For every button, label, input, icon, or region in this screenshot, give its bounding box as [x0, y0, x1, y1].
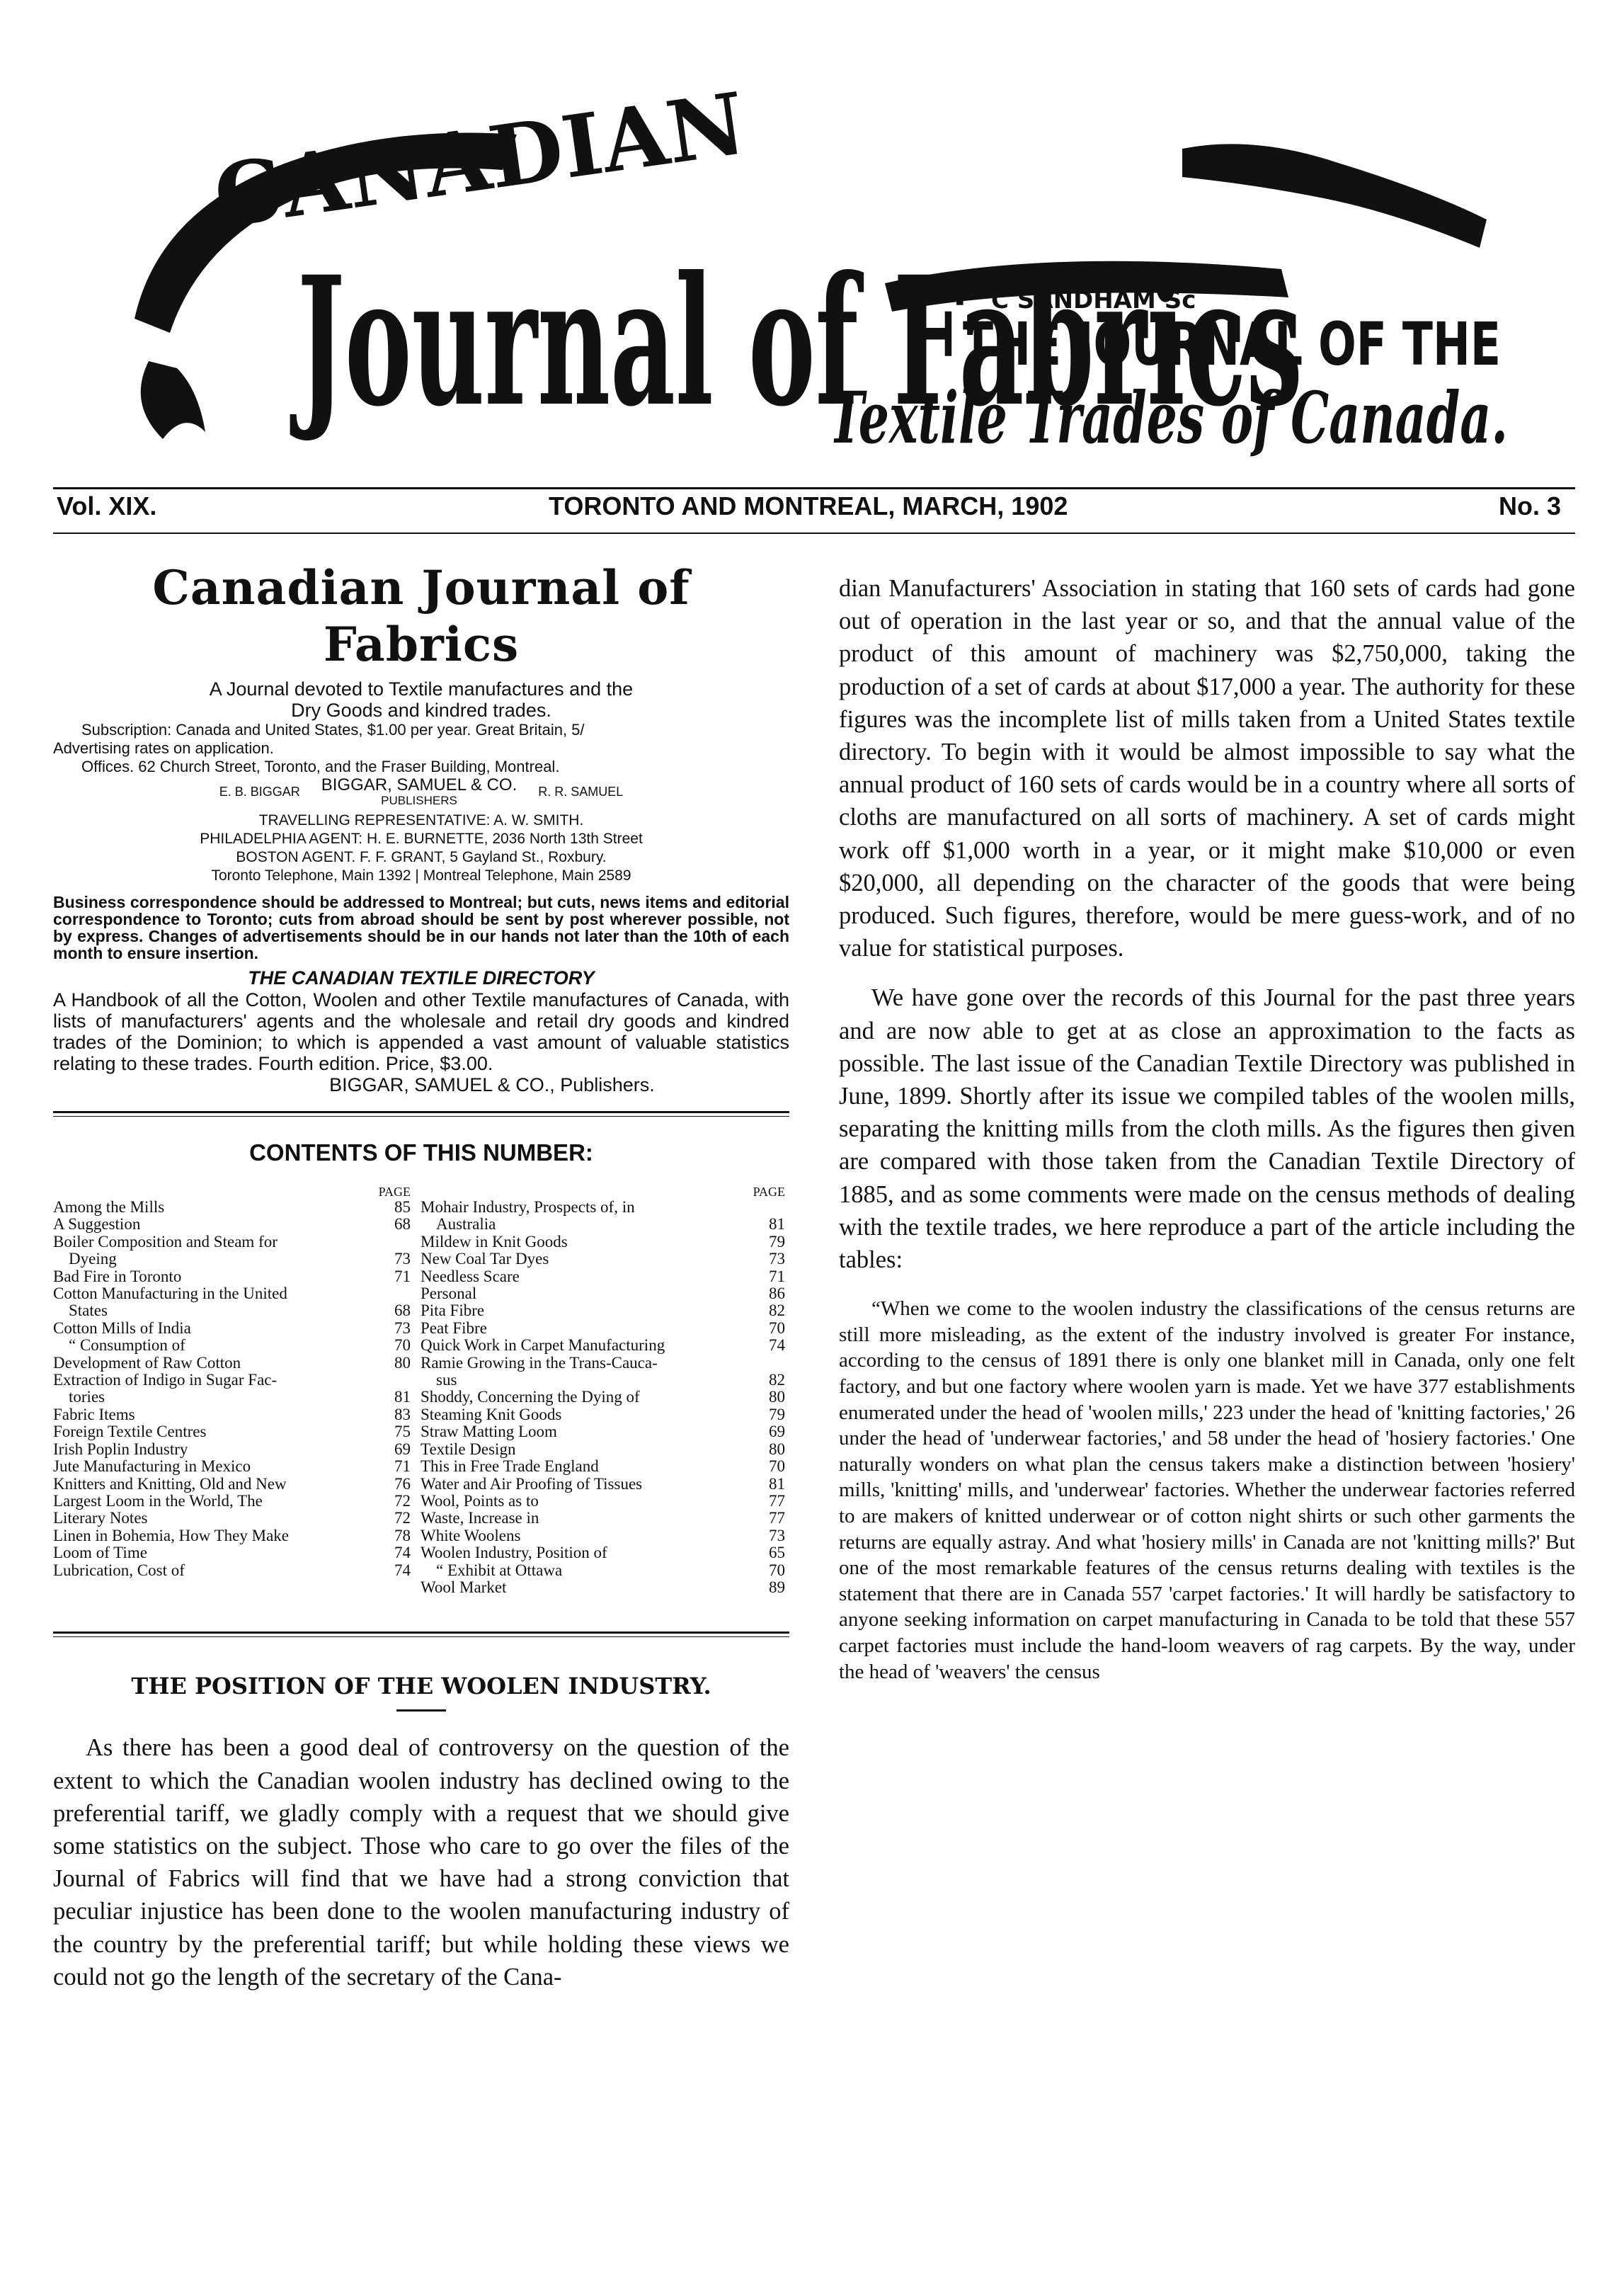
- contents-entry-page: 89: [769, 1578, 785, 1596]
- contents-entry: [421, 1458, 785, 1475]
- article-quotation: “When we come to the woolen industry the classifications of the census returns are still more misleading, as the extent of the industry involved is greater For instance, according to the census of 1891 there is only one blanket mill in Canada, only one felt factory, and but one factory where woolen yarn is made. Yet we have 377 establishments enumerated under the head of 'woolen mills,' 223 under the head of 'knitting factories,' 26 under the head of 'underwear factories,' and 58 under the head of 'hosiery factories.' One naturally wonders on what plan the census takers make a distinction between 'hosiery' mills, 'knitting' mills, and 'underwear' factories. Whether the underwear factories referred to are makers of knitted underwear or of cotton night shirts or such other garments the returns are equally astray. And what 'hosiery mills' in Canada are not 'knitting mills?' But one of the most remarkable features of the census returns dealing with textiles is the statement that there are in Canada 557 'carpet factories.' It will hardly be satisfactory to anyone seeking information on carpet manufacturing in Canada to be told that these 557 carpet factories must include the hand-loom weavers of rag carpets. By the way, under the head of 'weavers' the census: [839, 1297, 1575, 1683]
- contents-entry-page: 70: [769, 1561, 785, 1579]
- article-heading-dash: [396, 1709, 446, 1712]
- contents-entry: [421, 1268, 785, 1285]
- contents-entry-title: Lubrication, Cost of: [53, 1561, 185, 1579]
- contents-entry: [421, 1234, 785, 1251]
- article-top-rule-thin: [53, 1636, 789, 1637]
- contents-entry-title: Largest Loom in the World, The: [53, 1491, 263, 1510]
- article-top-rule: [53, 1631, 789, 1634]
- page-column-label: PAGE: [378, 1185, 411, 1199]
- contents-entry: [53, 1441, 411, 1458]
- contents-entry: [53, 1493, 411, 1510]
- contents-entry-page: 70: [769, 1457, 785, 1476]
- contents-entry: [421, 1372, 785, 1389]
- volume-label: Vol. XIX.: [57, 491, 157, 520]
- contents-entry: [53, 1527, 411, 1544]
- imprint-philadelphia: PHILADELPHIA AGENT: H. E. BURNETTE, 2036 North 13th Street: [200, 831, 643, 847]
- imprint-desc-1: A Journal devoted to Textile manufactures and the: [209, 678, 634, 700]
- publisher-firm: BIGGAR, SAMUEL & CO.: [321, 775, 517, 795]
- directory-publisher: BIGGAR, SAMUEL & CO., Publishers.: [329, 1074, 655, 1095]
- imprint-advertising: Advertising rates on application.: [53, 739, 274, 757]
- contents-entry-page: 74: [769, 1336, 785, 1355]
- contents-entry-page: 79: [769, 1232, 785, 1251]
- contents-entry-page: 82: [769, 1302, 785, 1320]
- contents-entry-page: 74: [394, 1544, 411, 1562]
- contents-entry-title: Ramie Growing in the Trans-Cauca-: [421, 1353, 658, 1372]
- article-paragraph-2: We have gone over the records of this Journal for the past three years and are now able to get at as close an approximation to the facts as possible. The last issue of the Canadian Textile Directory was published in June, 1899. Shortly after its issue we compiled tables of the woolen mills, separating the knitting mills from the cloth mills. As the figures then given are compared with those taken from the Canadian Textile Directory of 1885, and as some comments were made on the census methods of dealing with the textile trades, we here reproduce a part of the article including the tables:: [839, 984, 1575, 1274]
- contents-entry-page: 81: [394, 1388, 411, 1406]
- contents-entry-page: 68: [394, 1302, 411, 1320]
- dateline-bottom-rule: [53, 533, 1575, 534]
- contents-entry-title: Loom of Time: [53, 1544, 147, 1562]
- contents-entry: [421, 1579, 785, 1596]
- masthead: [120, 74, 1522, 474]
- contents-entry: [53, 1544, 411, 1561]
- imprint-travelling: TRAVELLING REPRESENTATIVE: A. W. SMITH.: [258, 812, 584, 828]
- contents-entry-title: Dyeing: [69, 1250, 117, 1268]
- directory-heading: THE CANADIAN TEXTILE DIRECTORY: [248, 967, 595, 989]
- imprint-offices: Offices. 62 Church Street, Toronto, and the Fraser Building, Montreal.: [81, 758, 560, 775]
- contents-entry-page: 81: [769, 1474, 785, 1493]
- contents-entry-title: Irish Poplin Industry: [53, 1440, 188, 1458]
- dateline: [53, 489, 1575, 528]
- contents-entry-title: Bad Fire in Toronto: [53, 1267, 182, 1285]
- masthead-engraver: C SANDHAM Sc: [991, 286, 1196, 314]
- contents-top-rule-thin: [53, 1116, 789, 1117]
- contents-entry-page: 73: [394, 1250, 411, 1268]
- contents-right-column: [421, 1185, 785, 1596]
- publisher-role: PUBLISHERS: [381, 794, 457, 807]
- contents-entry: [421, 1216, 785, 1233]
- imprint-boston: BOSTON AGENT. F. F. GRANT, 5 Gayland St., Roxbury.: [236, 849, 607, 865]
- contents-entry: [421, 1251, 785, 1268]
- contents-entry-page: 70: [394, 1336, 411, 1355]
- contents-entry-title: Quick Work in Carpet Manufacturing: [421, 1336, 665, 1355]
- left-column: [53, 559, 789, 1993]
- contents-entry-title: Linen in Bohemia, How They Make: [53, 1526, 290, 1544]
- contents-heading: CONTENTS OF THIS NUMBER:: [249, 1139, 593, 1166]
- contents-entry: [53, 1406, 411, 1423]
- publisher-right: R. R. SAMUEL: [538, 785, 624, 799]
- contents-entry-title: Cotton Mills of India: [53, 1319, 191, 1337]
- masthead-title-main: Journal of Fabrics: [290, 237, 1303, 445]
- contents-entry-title: Wool Market: [421, 1578, 507, 1596]
- imprint-desc-2: Dry Goods and kindred trades.: [291, 700, 551, 721]
- contents-entry-page: 80: [769, 1440, 785, 1458]
- contents-entry: [53, 1285, 411, 1302]
- contents-entry-title: Shoddy, Concerning the Dying of: [421, 1388, 640, 1406]
- contents-entry-title: “ Exhibit at Ottawa: [436, 1561, 563, 1579]
- contents-entry: [421, 1423, 785, 1440]
- contents-entry: [53, 1372, 411, 1389]
- contents-entry-title: New Coal Tar Dyes: [421, 1250, 549, 1268]
- contents-entry: [53, 1389, 411, 1406]
- contents-entry-title: Among the Mills: [53, 1198, 165, 1216]
- contents-entry-page: [387, 1234, 411, 1251]
- contents-entry: [53, 1302, 411, 1319]
- contents-entry-title: Textile Design: [421, 1440, 516, 1458]
- contents-entry: [421, 1389, 785, 1406]
- contents-entry-page: 73: [769, 1526, 785, 1544]
- contents-entry-page: 69: [769, 1423, 785, 1441]
- article-paragraph-1: As there has been a good deal of controversy on the question of the extent to which the Canadian woolen industry has declined owing to the preferential tariff, we gladly comply with a request that we should give some statistics on the subject. Those who care to go over the files of the Journal of Fabrics will find that we have had a strong conviction that peculiar injustice has been done to the woolen manufacturing industry of the country by the preferential tariff; but while holding these views we could not go the length of the secretary of the Cana-: [53, 1734, 789, 1991]
- contents-entry-page: 80: [769, 1388, 785, 1406]
- imprint-title: Canadian Journal of Fabrics: [152, 560, 690, 672]
- contents-entry-page: 78: [394, 1526, 411, 1544]
- contents-entry-page: 71: [769, 1267, 785, 1285]
- contents-entry-title: Mohair Industry, Prospects of, in: [421, 1198, 635, 1216]
- contents-entry-title: Steaming Knit Goods: [421, 1405, 562, 1423]
- contents-entry-title: Fabric Items: [53, 1405, 135, 1423]
- contents-entry-page: 82: [769, 1371, 785, 1389]
- contents-entry: [421, 1493, 785, 1510]
- contents-entry-page: [761, 1355, 785, 1372]
- contents-entry: [53, 1510, 411, 1527]
- contents-entry-page: 79: [769, 1405, 785, 1423]
- contents-entry: [53, 1458, 411, 1475]
- maple-leaf-left-shape: [141, 361, 205, 439]
- contents-entry-title: Knitters and Knitting, Old and New: [53, 1474, 287, 1493]
- contents-entry: [421, 1527, 785, 1544]
- contents-entry: [53, 1234, 411, 1251]
- imprint-phones: Toronto Telephone, Main 1392 | Montreal Telephone, Main 2589: [211, 867, 631, 884]
- contents-entry: [53, 1337, 411, 1354]
- contents-entry: [421, 1355, 785, 1372]
- contents-entry: [53, 1268, 411, 1285]
- contents-entry-title: Extraction of Indigo in Sugar Fac-: [53, 1371, 278, 1389]
- contents-entry-page: 72: [394, 1491, 411, 1510]
- contents-entry-title: White Woolens: [421, 1526, 521, 1544]
- contents-entry-title: This in Free Trade England: [421, 1457, 599, 1476]
- publisher-left: E. B. BIGGAR: [219, 785, 300, 799]
- contents-entry: [421, 1406, 785, 1423]
- contents-entry-title: Peat Fibre: [421, 1319, 487, 1337]
- banner-right-shape: [1182, 144, 1487, 248]
- contents-entry-page: 71: [394, 1457, 411, 1476]
- contents-entry-title: tories: [69, 1388, 105, 1406]
- contents-entry: [421, 1562, 785, 1579]
- contents-entry-title: Personal: [421, 1285, 477, 1303]
- contents-entry-page: 71: [394, 1267, 411, 1285]
- contents-entry-page: 68: [394, 1215, 411, 1234]
- contents-entry-title: States: [69, 1302, 108, 1320]
- page-column-label: PAGE: [753, 1185, 785, 1199]
- imprint-notice: Business correspondence should be addressed to Montreal; but cuts, news items and editorial correspondence to Toronto; cuts from abroad should be sent by post wherever possible, not by express. Changes of advertisements should be in our hands not later than the 10th of each month to ensure insertion.: [53, 893, 789, 962]
- contents-entry: [421, 1476, 785, 1493]
- contents-left-column: [53, 1185, 411, 1596]
- contents-entry: [53, 1562, 411, 1579]
- contents-entry-page: [761, 1199, 785, 1216]
- contents-entry-page: 76: [394, 1474, 411, 1493]
- article-paragraph-1-continued: dian Manufacturers' Association in stating that 160 sets of cards had gone out of operation in the last year or so, and that the annual value of the product of this amount of machinery was $2,750,000, taking the production of a set of cards at about $17,000 a year. The authority for these figures was the incomplete list of mills taken from a United States textile directory. To begin with it would be almost impossible to say what the annual product of 160 sets of cards would be in a country where all sorts of cloths are manufactured on all sorts of machinery. A set of cards might work off $1,000 worth in a year, or it might make $10,000 or even $20,000, all depending on the character of the goods that were being produced. Such figures, therefore, would be mere guess-work, and of no value for statistical purposes.: [839, 575, 1575, 962]
- contents-entry: [421, 1544, 785, 1561]
- contents-entry-title: sus: [436, 1371, 457, 1389]
- masthead-subtitle-1: THE JOURNAL OF THE: [963, 309, 1501, 379]
- contents-entry-page: 72: [394, 1509, 411, 1527]
- contents-entry-title: Mildew in Knit Goods: [421, 1232, 568, 1251]
- contents-entry-page: 81: [769, 1215, 785, 1234]
- contents-entry-title: Needless Scare: [421, 1267, 520, 1285]
- contents-entry-page: 85: [394, 1198, 411, 1216]
- contents-table: [53, 1185, 789, 1596]
- contents-entry-page: 74: [394, 1561, 411, 1579]
- directory-text: A Handbook of all the Cotton, Woolen and other Textile manufactures of Canada, with lists of manufacturers' agents and the wholesale and retail dry goods and kindred trades of the Dominion; to which is appended a vast amount of valuable statistics relating to these trades. Fourth edition. Price, $3.00.: [53, 989, 789, 1074]
- contents-entry: [53, 1199, 411, 1216]
- contents-entry-page: 86: [769, 1285, 785, 1303]
- contents-entry: [421, 1199, 785, 1216]
- contents-entry-title: Pita Fibre: [421, 1302, 485, 1320]
- imprint-publishers: [53, 776, 789, 807]
- imprint-subscription: Subscription: Canada and United States, $1.00 per year. Great Britain, 5/: [81, 721, 585, 739]
- contents-entry-page: 73: [394, 1319, 411, 1337]
- contents-entry-page: 83: [394, 1405, 411, 1423]
- contents-entry-page: 70: [769, 1319, 785, 1337]
- contents-entry-page: 77: [769, 1509, 785, 1527]
- masthead-artwork: [120, 74, 1522, 474]
- contents-entry-title: A Suggestion: [53, 1215, 141, 1234]
- right-column: [839, 572, 1575, 1685]
- contents-entry-title: Development of Raw Cotton: [53, 1353, 241, 1372]
- contents-entry-title: Australia: [436, 1215, 496, 1234]
- contents-entry: [421, 1337, 785, 1354]
- contents-entry: [53, 1355, 411, 1372]
- contents-entry-page: 65: [769, 1544, 785, 1562]
- contents-entry: [421, 1302, 785, 1319]
- contents-entry: [421, 1285, 785, 1302]
- contents-entry-title: Straw Matting Loom: [421, 1423, 557, 1441]
- contents-entry-title: Water and Air Proofing of Tissues: [421, 1474, 643, 1493]
- contents-entry: [53, 1216, 411, 1233]
- publisher-block: [321, 776, 517, 807]
- contents-entry: [53, 1320, 411, 1337]
- contents-entry: [53, 1251, 411, 1268]
- contents-entry: [53, 1423, 411, 1440]
- contents-entry-page: 75: [394, 1423, 411, 1441]
- contents-entry-page: 73: [769, 1250, 785, 1268]
- contents-entry: [421, 1441, 785, 1458]
- contents-entry-title: Wool, Points as to: [421, 1491, 539, 1510]
- contents-entry-title: Waste, Increase in: [421, 1509, 539, 1527]
- contents-entry-title: Foreign Textile Centres: [53, 1423, 207, 1441]
- contents-entry-title: Woolen Industry, Position of: [421, 1544, 607, 1562]
- contents-entry-page: [387, 1285, 411, 1302]
- article-heading: THE POSITION OF THE WOOLEN INDUSTRY.: [131, 1673, 711, 1700]
- contents-entry-title: “ Consumption of: [69, 1336, 185, 1355]
- contents-entry: [421, 1320, 785, 1337]
- contents-entry-title: Jute Manufacturing in Mexico: [53, 1457, 251, 1476]
- masthead-title-top: CANADIAN: [208, 74, 752, 247]
- contents-entry-page: [387, 1372, 411, 1389]
- contents-entry-page: 80: [394, 1353, 411, 1372]
- contents-entry-page: 69: [394, 1440, 411, 1458]
- contents-top-rule: [53, 1111, 789, 1113]
- contents-entry: [53, 1476, 411, 1493]
- issue-number-label: No. 3: [1498, 491, 1561, 520]
- contents-entry-title: Boiler Composition and Steam for: [53, 1232, 278, 1251]
- place-date-label: TORONTO AND MONTREAL, MARCH, 1902: [549, 491, 1068, 520]
- contents-entry-title: Cotton Manufacturing in the United: [53, 1285, 287, 1303]
- contents-entry-page: 77: [769, 1491, 785, 1510]
- masthead-subtitle-2: Textile Trades of Canada.: [828, 376, 1508, 460]
- contents-entry-title: Literary Notes: [53, 1509, 148, 1527]
- contents-entry: [421, 1510, 785, 1527]
